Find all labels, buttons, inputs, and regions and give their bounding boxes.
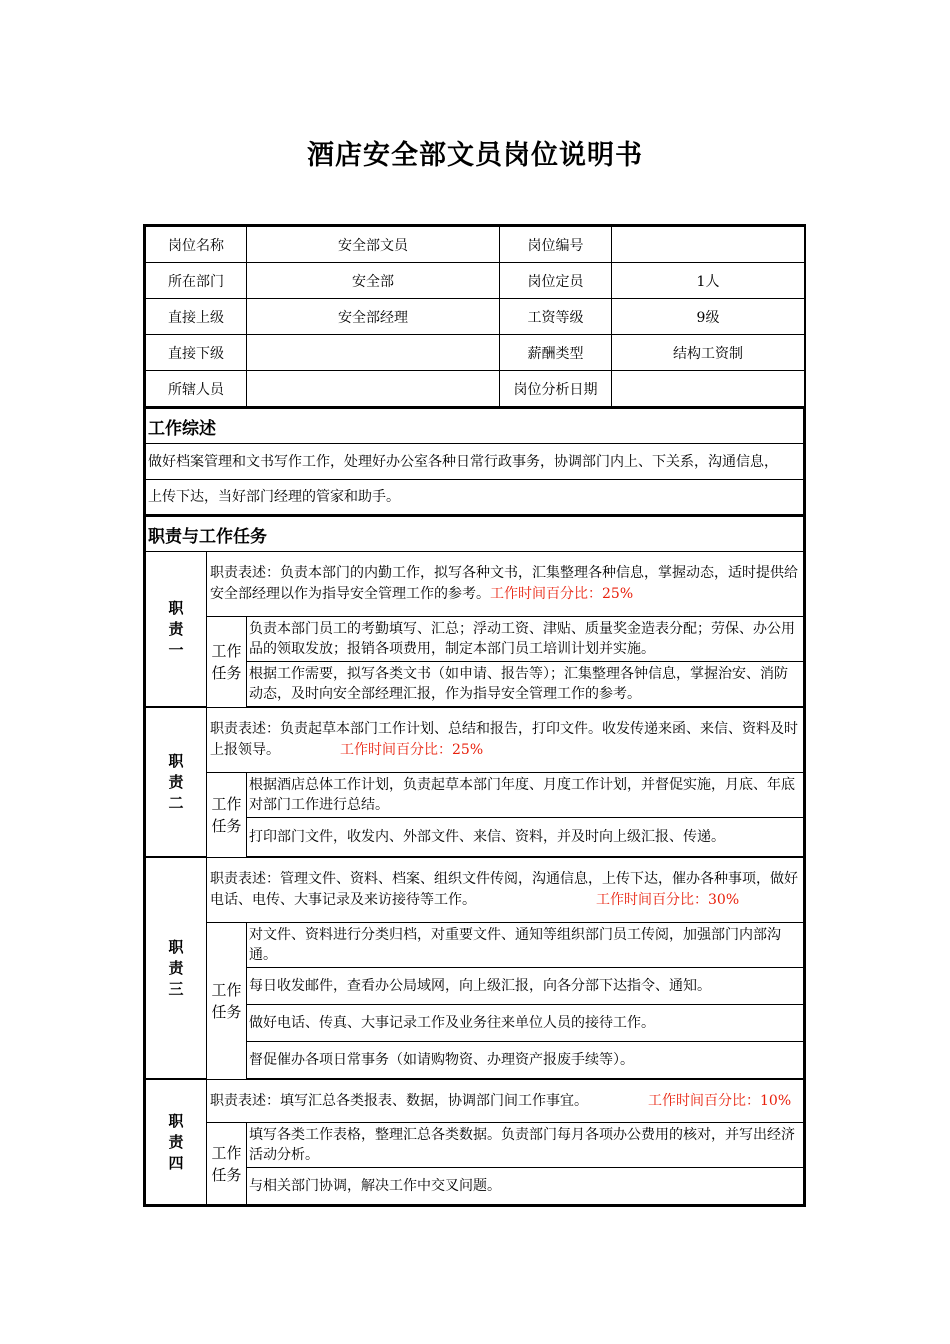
- duty-4-desc: 职责表述：填写汇总各类报表、数据，协调部门间工作事宜。 工作时间百分比：10%: [207, 1079, 804, 1123]
- duty-3-label: 职责三: [146, 857, 207, 1079]
- duty-2-task-label: 工作任务: [207, 773, 247, 858]
- duties-heading: 职责与工作任务: [146, 516, 804, 552]
- page-title: 酒店安全部文员岗位说明书: [307, 140, 643, 171]
- info-value: 安全部: [247, 263, 500, 299]
- info-row: [146, 371, 805, 407]
- duty-2-task-2: 打印部门文件，收发内、外部文件、来信、资料，并及时向上级汇报、传递。: [247, 818, 804, 858]
- info-row: [146, 263, 805, 299]
- duty-2-task-1: 根据酒店总体工作计划，负责起草本部门年度、月度工作计划，并督促实施，月底、年底对部门工作进行总结。: [247, 773, 804, 818]
- duty-3-task-2: 每日收发邮件，查看办公局域网，向上级汇报，向各分部下达指令、通知。: [247, 968, 804, 1005]
- duty-1-task-1: 负责本部门员工的考勤填写、汇总；浮动工资、津贴、质量奖金造表分配；劳保、办公用品的领取发放；报销各项费用，制定本部门员工培训计划并实施。: [247, 617, 804, 662]
- info-label: 岗位编号: [500, 227, 612, 263]
- info-label: 岗位分析日期: [500, 371, 612, 407]
- duty-3-desc: 职责表述：管理文件、资料、档案、组织文件传阅，沟通信息，上传下达，催办各种事项，做好电话、电传、大事记录及来访接待等工作。 工作时间百分比：30%: [207, 857, 804, 923]
- info-label: 薪酬类型: [500, 335, 612, 371]
- duty-2-pct: 工作时间百分比：25%: [340, 742, 484, 758]
- info-value: 安全部文员: [247, 227, 500, 263]
- info-value: [247, 335, 500, 371]
- info-label: 直接下级: [146, 335, 247, 371]
- duty-4-label: 职责四: [146, 1079, 207, 1205]
- duty-3-pct: 工作时间百分比：30%: [596, 892, 740, 908]
- info-row: [146, 335, 805, 371]
- info-row: [146, 227, 805, 263]
- duty-1-task-label: 工作任务: [207, 617, 247, 708]
- duty-2-label: 职责二: [146, 707, 207, 857]
- info-value: [612, 227, 805, 263]
- duty-4-task-1: 填写各类工作表格，整理汇总各类数据。负责部门每月各项办公费用的核对，并写出经济活动分析。: [247, 1123, 804, 1168]
- duty-1-label: 职责一: [146, 552, 207, 708]
- duty-1-pct: 工作时间百分比：25%: [490, 586, 634, 602]
- info-label: 工资等级: [500, 299, 612, 335]
- summary-line-1: 做好档案管理和文书写作工作，处理好办公室各种日常行政事务，协调部门内上、下关系，沟通信息，: [148, 453, 778, 470]
- info-label: 岗位定员: [500, 263, 612, 299]
- info-label: 直接上级: [146, 299, 247, 335]
- duty-4-pct: 工作时间百分比：10%: [648, 1092, 792, 1109]
- info-value: [247, 371, 500, 407]
- basic-info-table: [145, 226, 805, 407]
- info-label: 岗位名称: [146, 227, 247, 263]
- info-value: 1人: [612, 263, 805, 299]
- info-value: 安全部经理: [247, 299, 500, 335]
- duty-3-task-4: 督促催办各项日常事务（如请购物资、办理资产报废手续等）。: [247, 1042, 804, 1080]
- duty-1-task-2: 根据工作需要，拟写各类文书（如申请、报告等）；汇集整理各钟信息，掌握治安、消防动态，及时向安全部经理汇报，作为指导安全管理工作的参考。: [247, 662, 804, 708]
- duty-2-desc: 职责表述：负责起草本部门工作计划、总结和报告，打印文件。收发传递来函、来信、资料及时上报领导。 工作时间百分比：25%: [207, 707, 804, 773]
- duty-4-task-2: 与相关部门协调，解决工作中交叉问题。: [247, 1168, 804, 1205]
- duty-1-desc: 职责表述：负责本部门的内勤工作，拟写各种文书，汇集整理各种信息，掌握动态，适时提供给安全部经理以作为指导安全管理工作的参考。工作时间百分比：25%: [207, 552, 804, 617]
- info-label: 所在部门: [146, 263, 247, 299]
- duties-table: [145, 515, 804, 1205]
- duty-3-task-1: 对文件、资料进行分类归档，对重要文件、通知等组织部门员工传阅，加强部门内部沟通。: [247, 923, 804, 968]
- info-value: 9级: [612, 299, 805, 335]
- info-value: 结构工资制: [612, 335, 805, 371]
- info-row: [146, 299, 805, 335]
- summary-text-2: 上传下达，当好部门经理的管家和助手。: [146, 480, 804, 515]
- summary-table: [145, 407, 804, 515]
- summary-text-1: [146, 444, 804, 480]
- duty-3-task-label: 工作任务: [207, 923, 247, 1080]
- info-value: [612, 371, 805, 407]
- info-label: 所辖人员: [146, 371, 247, 407]
- job-description-sheet: [143, 224, 806, 1207]
- duty-4-task-label: 工作任务: [207, 1123, 247, 1205]
- summary-heading: 工作综述: [146, 408, 804, 444]
- duty-3-task-3: 做好电话、传真、大事记录工作及业务往来单位人员的接待工作。: [247, 1005, 804, 1042]
